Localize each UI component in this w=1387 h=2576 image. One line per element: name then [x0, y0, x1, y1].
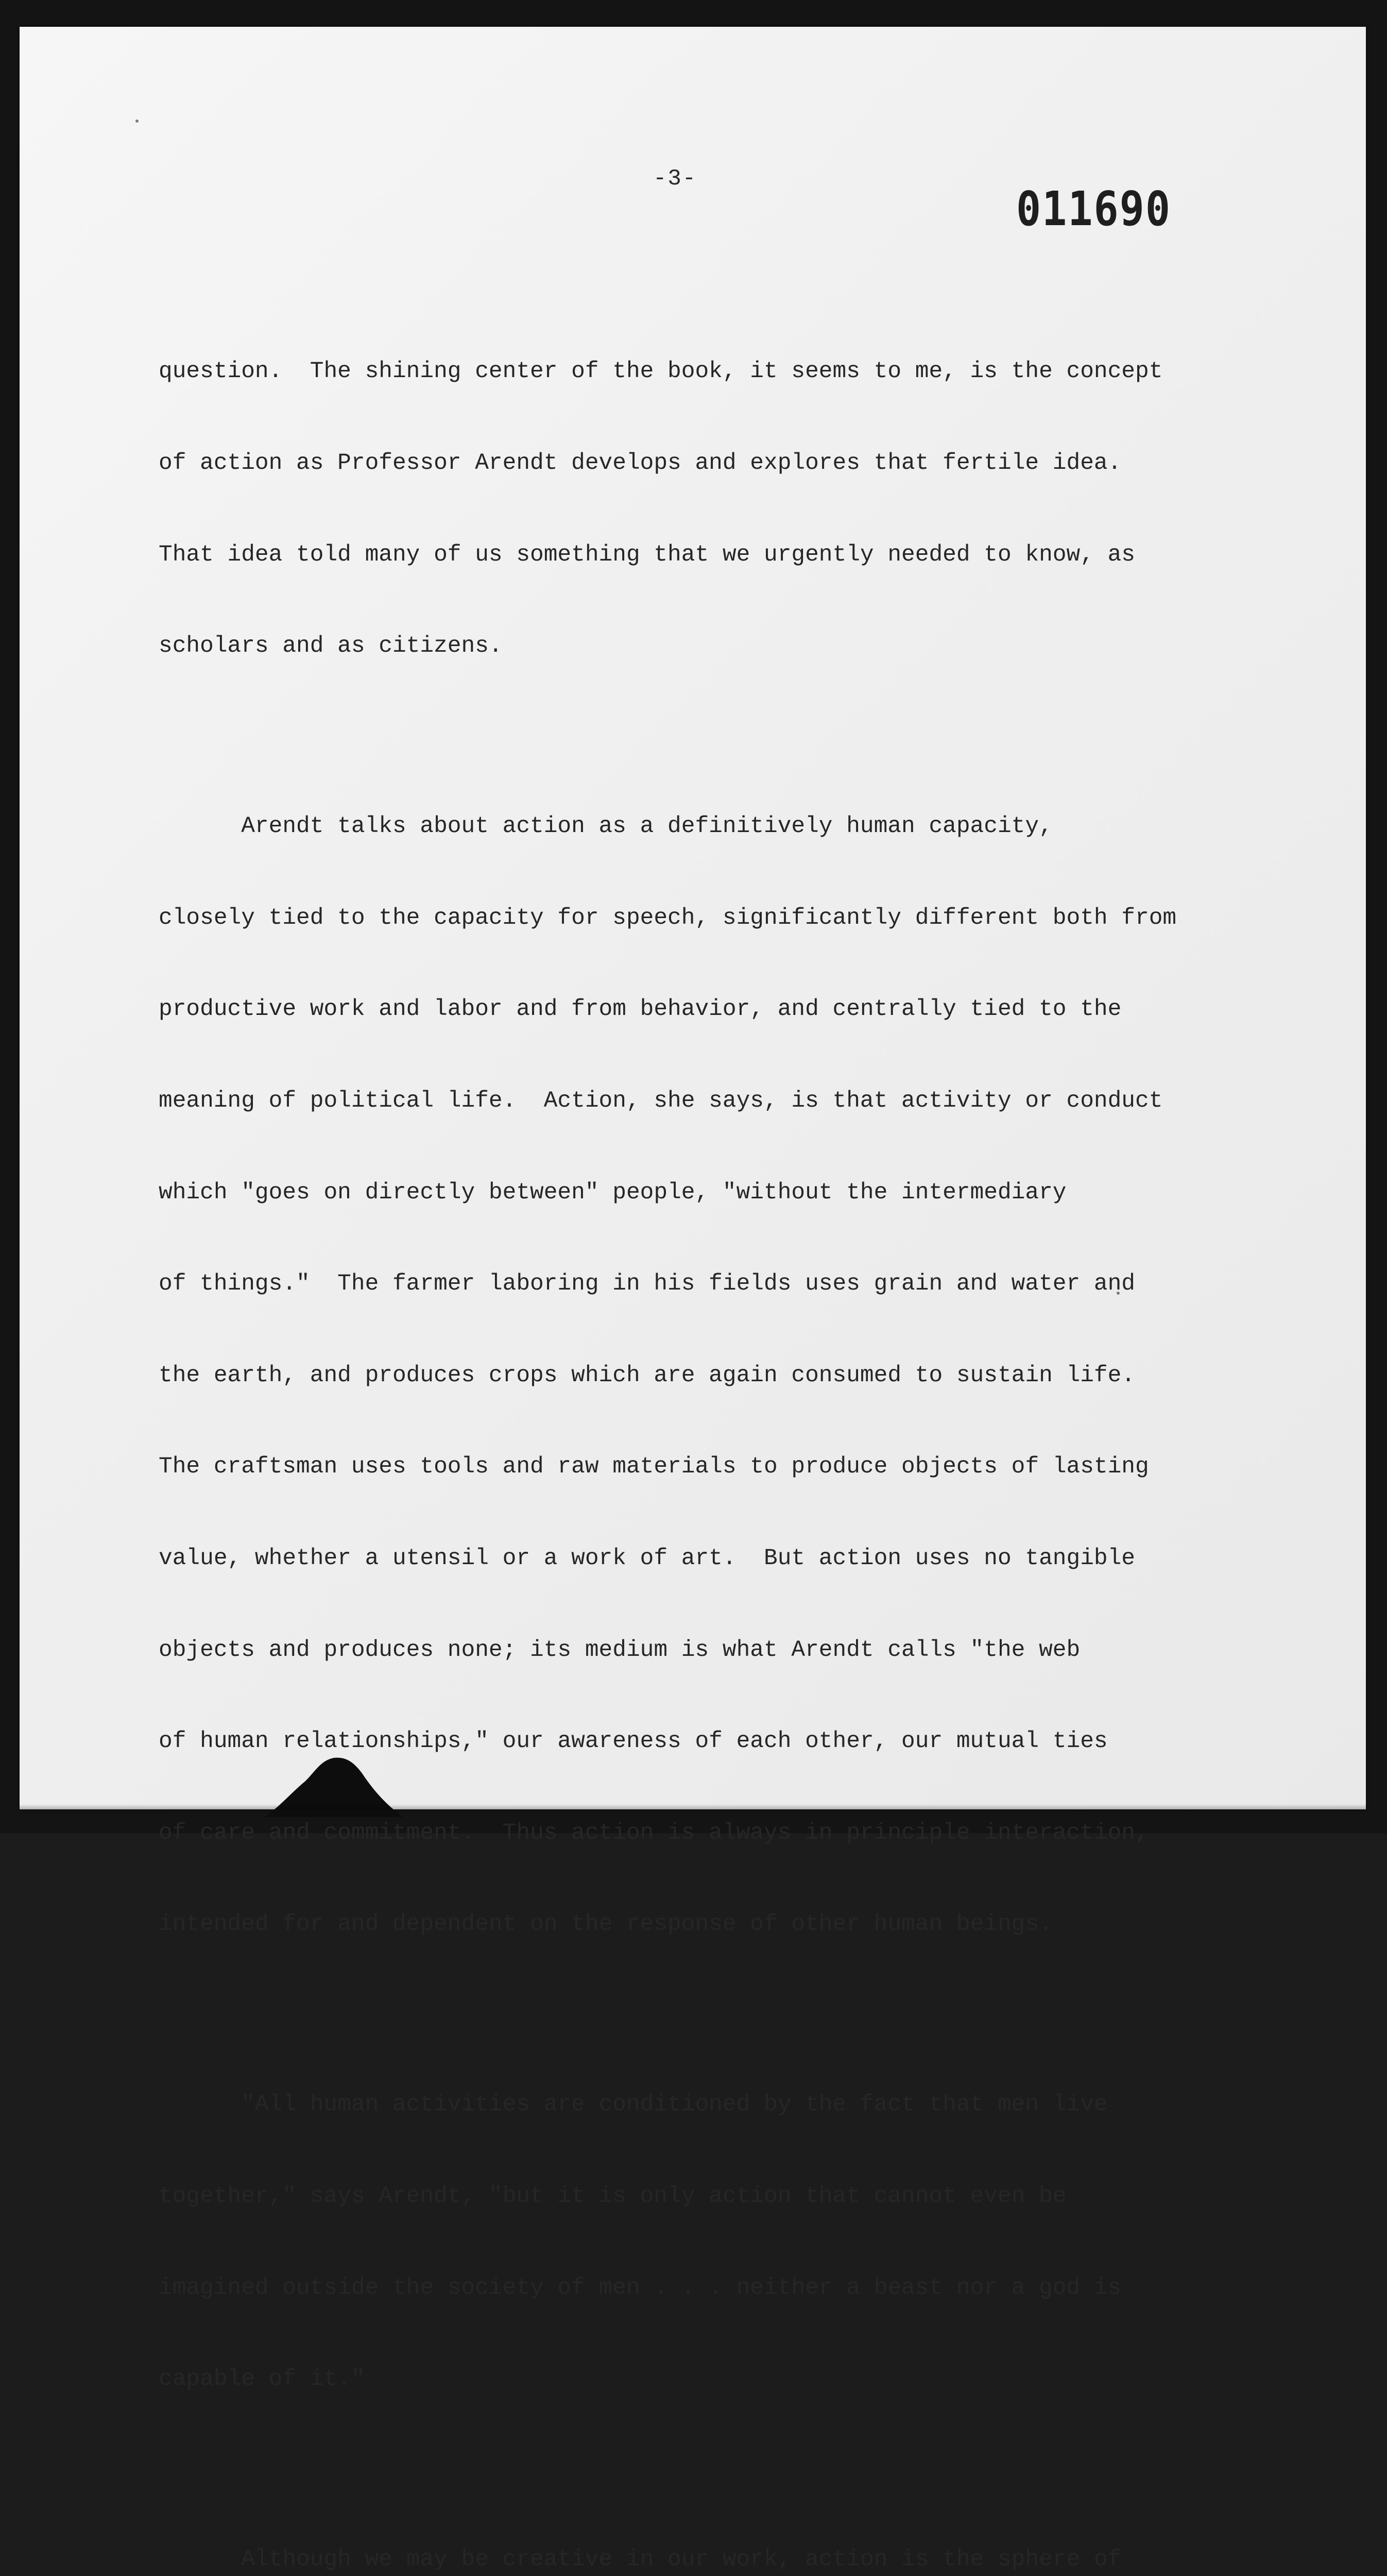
text-line: "All human activities are conditioned by the fact that men live	[159, 2092, 1108, 2118]
page-number: -3-	[653, 166, 697, 192]
paragraph-4	[159, 2484, 1251, 2576]
text-line: That idea told many of us something that we urgently needed to know, as	[159, 541, 1136, 568]
document-stamp-number: 011690	[1016, 181, 1171, 236]
text-line: of things." The farmer laboring in his fields uses grain and water and	[159, 1271, 1136, 1297]
text-line: capable of it."	[159, 2366, 365, 2393]
text-line: Arendt talks about action as a definitively human capacity,	[159, 814, 1053, 840]
text-line: meaning of political life. Action, she says, is that activity or conduct	[159, 1088, 1163, 1114]
text-line: which "goes on directly between" people, "without the intermediary	[159, 1179, 1067, 1206]
paper-speck	[135, 120, 139, 123]
text-line: imagined outside the society of men . . . neither a beast nor a god is	[159, 2275, 1122, 2301]
text-line: of care and commitment. Thus action is always in principle interaction,	[159, 1820, 1149, 1846]
text-line: Although we may be creative in our work, action is the sphere of	[159, 2547, 1122, 2573]
text-line: question. The shining center of the book, it seems to me, is the concept	[159, 359, 1163, 385]
text-line: of action as Professor Arendt develops and explores that fertile idea.	[159, 450, 1122, 476]
text-line: together," says Arendt, "but it is only action that cannot even be	[159, 2183, 1067, 2209]
paragraph-3	[159, 2029, 1251, 2456]
text-line: value, whether a utensil or a work of art. But action uses no tangible	[159, 1545, 1136, 1571]
document-page	[20, 27, 1366, 2573]
text-line: productive work and labor and from behavior, and centrally tied to the	[159, 996, 1122, 1023]
text-line: intended for and dependent on the response of other human beings.	[159, 1911, 1053, 1938]
body-text	[159, 296, 1251, 2576]
binder-clip-shadow	[264, 1745, 403, 1817]
text-line: of human relationships," our awareness of each other, our mutual ties	[159, 1728, 1108, 1755]
text-line: objects and produces none; its medium is what Arendt calls "the web	[159, 1637, 1081, 1663]
text-line: scholars and as citizens.	[159, 633, 503, 659]
text-line: The craftsman uses tools and raw materials to produce objects of lasting	[159, 1454, 1149, 1480]
text-line: the earth, and produces crops which are again consumed to sustain life.	[159, 1362, 1136, 1388]
paragraph-1	[159, 296, 1251, 723]
text-line: closely tied to the capacity for speech, significantly different both from	[159, 905, 1177, 931]
